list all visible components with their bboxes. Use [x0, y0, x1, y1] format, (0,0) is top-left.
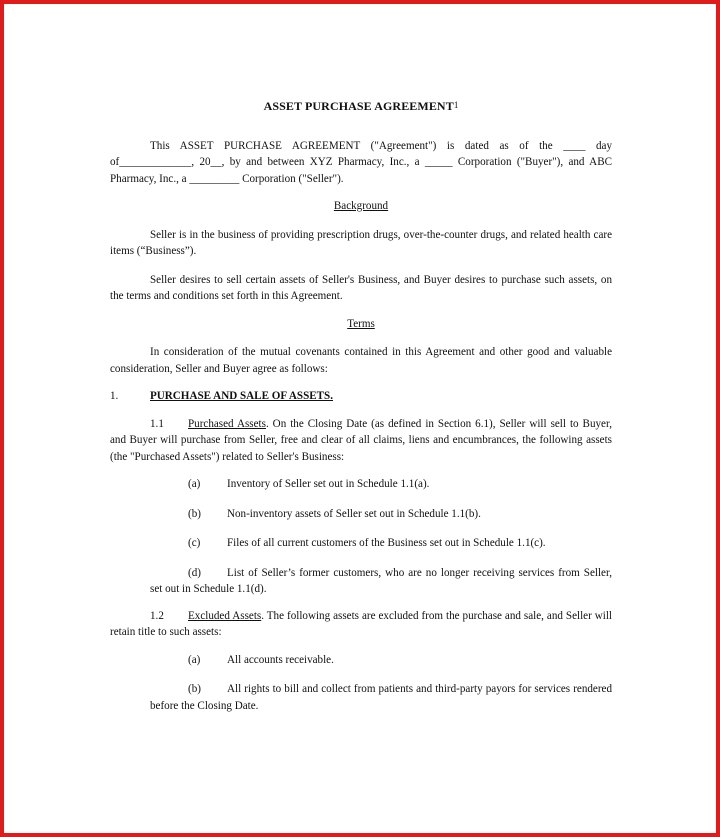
- terms-heading: [110, 316, 612, 333]
- list-item-text: Files of all current customers of the Business set out in Schedule 1.1(c).: [227, 537, 546, 549]
- list-item: [110, 476, 612, 493]
- section-1-2-heading: Excluded Assets: [188, 609, 262, 622]
- section-1-1-paragraph: [110, 416, 612, 466]
- list-item-text: Inventory of Seller set out in Schedule 1.1(a).: [227, 478, 430, 490]
- section-1-title: PURCHASE AND SALE OF ASSETS.: [150, 390, 333, 402]
- list-item-label: (a): [188, 653, 201, 666]
- section-1-1-text: . On the Closing Date (as defined in Section 6.1), Seller will sell to Buyer, and Buyer will purchase from Seller, free and clear of all claims, liens and encumbrances, the following assets (the "Purchased Assets") related to Seller's Business:: [110, 417, 612, 463]
- footnote-mark: 1: [453, 100, 459, 110]
- intro-paragraph: This ASSET PURCHASE AGREEMENT ("Agreement") is dated as of the ____ day of_____________, 20__, by and between XYZ Pharmacy, Inc., a _____ Corporation ("Buyer"), and ABC Pharmacy, Inc., a _________ Corporation ("Seller").: [110, 139, 612, 185]
- list-item-label: (d): [188, 566, 201, 579]
- background-heading: [110, 198, 612, 215]
- list-item: [110, 652, 612, 669]
- list-item-label: (b): [188, 683, 201, 695]
- list-item-text: All rights to bill and collect from patients and third-party payors for services rendered before the Closing Date.: [150, 683, 612, 712]
- section-1-2-paragraph: [110, 608, 612, 641]
- list-item-label: (c): [188, 537, 201, 549]
- list-item-text: Non-inventory assets of Seller set out in Schedule 1.1(b).: [227, 507, 481, 520]
- list-item-label: (a): [188, 478, 201, 490]
- section-1-1-number: 1.1: [150, 417, 164, 430]
- list-item: [110, 506, 612, 523]
- list-item-text: List of Seller’s former customers, who are no longer receiving services from Seller, set out in Schedule 1.1(d).: [150, 566, 612, 595]
- document-title: [110, 98, 612, 116]
- list-item: [110, 565, 612, 598]
- section-1-2-number: 1.2: [150, 609, 164, 622]
- title-text: ASSET PURCHASE AGREEMENT: [263, 99, 454, 113]
- terms-paragraph: In consideration of the mutual covenants contained in this Agreement and other good and valuable consideration, Seller and Buyer agree as follows:: [110, 346, 612, 375]
- terms-heading-text: Terms: [347, 317, 375, 330]
- section-1-number: 1.: [110, 390, 119, 402]
- background-heading-text: Background: [333, 200, 389, 212]
- background-paragraph-1: Seller is in the business of providing prescription drugs, over-the-counter drugs, and related health care items (“Business”).: [110, 228, 612, 257]
- section-1-heading: [110, 388, 612, 405]
- document-page: [110, 98, 612, 714]
- list-item: [110, 535, 612, 552]
- background-paragraph-2: Seller desires to sell certain assets of Seller's Business, and Buyer desires to purchase such assets, on the terms and conditions set forth in this Agreement.: [110, 273, 612, 302]
- section-1-1-heading: Purchased Assets: [188, 417, 266, 430]
- list-item: [110, 681, 612, 714]
- section-1-2-text: . The following assets are excluded from the purchase and sale, and Seller will retain title to such assets:: [110, 609, 613, 638]
- list-item-label: (b): [188, 507, 201, 520]
- list-item-text: All accounts receivable.: [227, 653, 334, 666]
